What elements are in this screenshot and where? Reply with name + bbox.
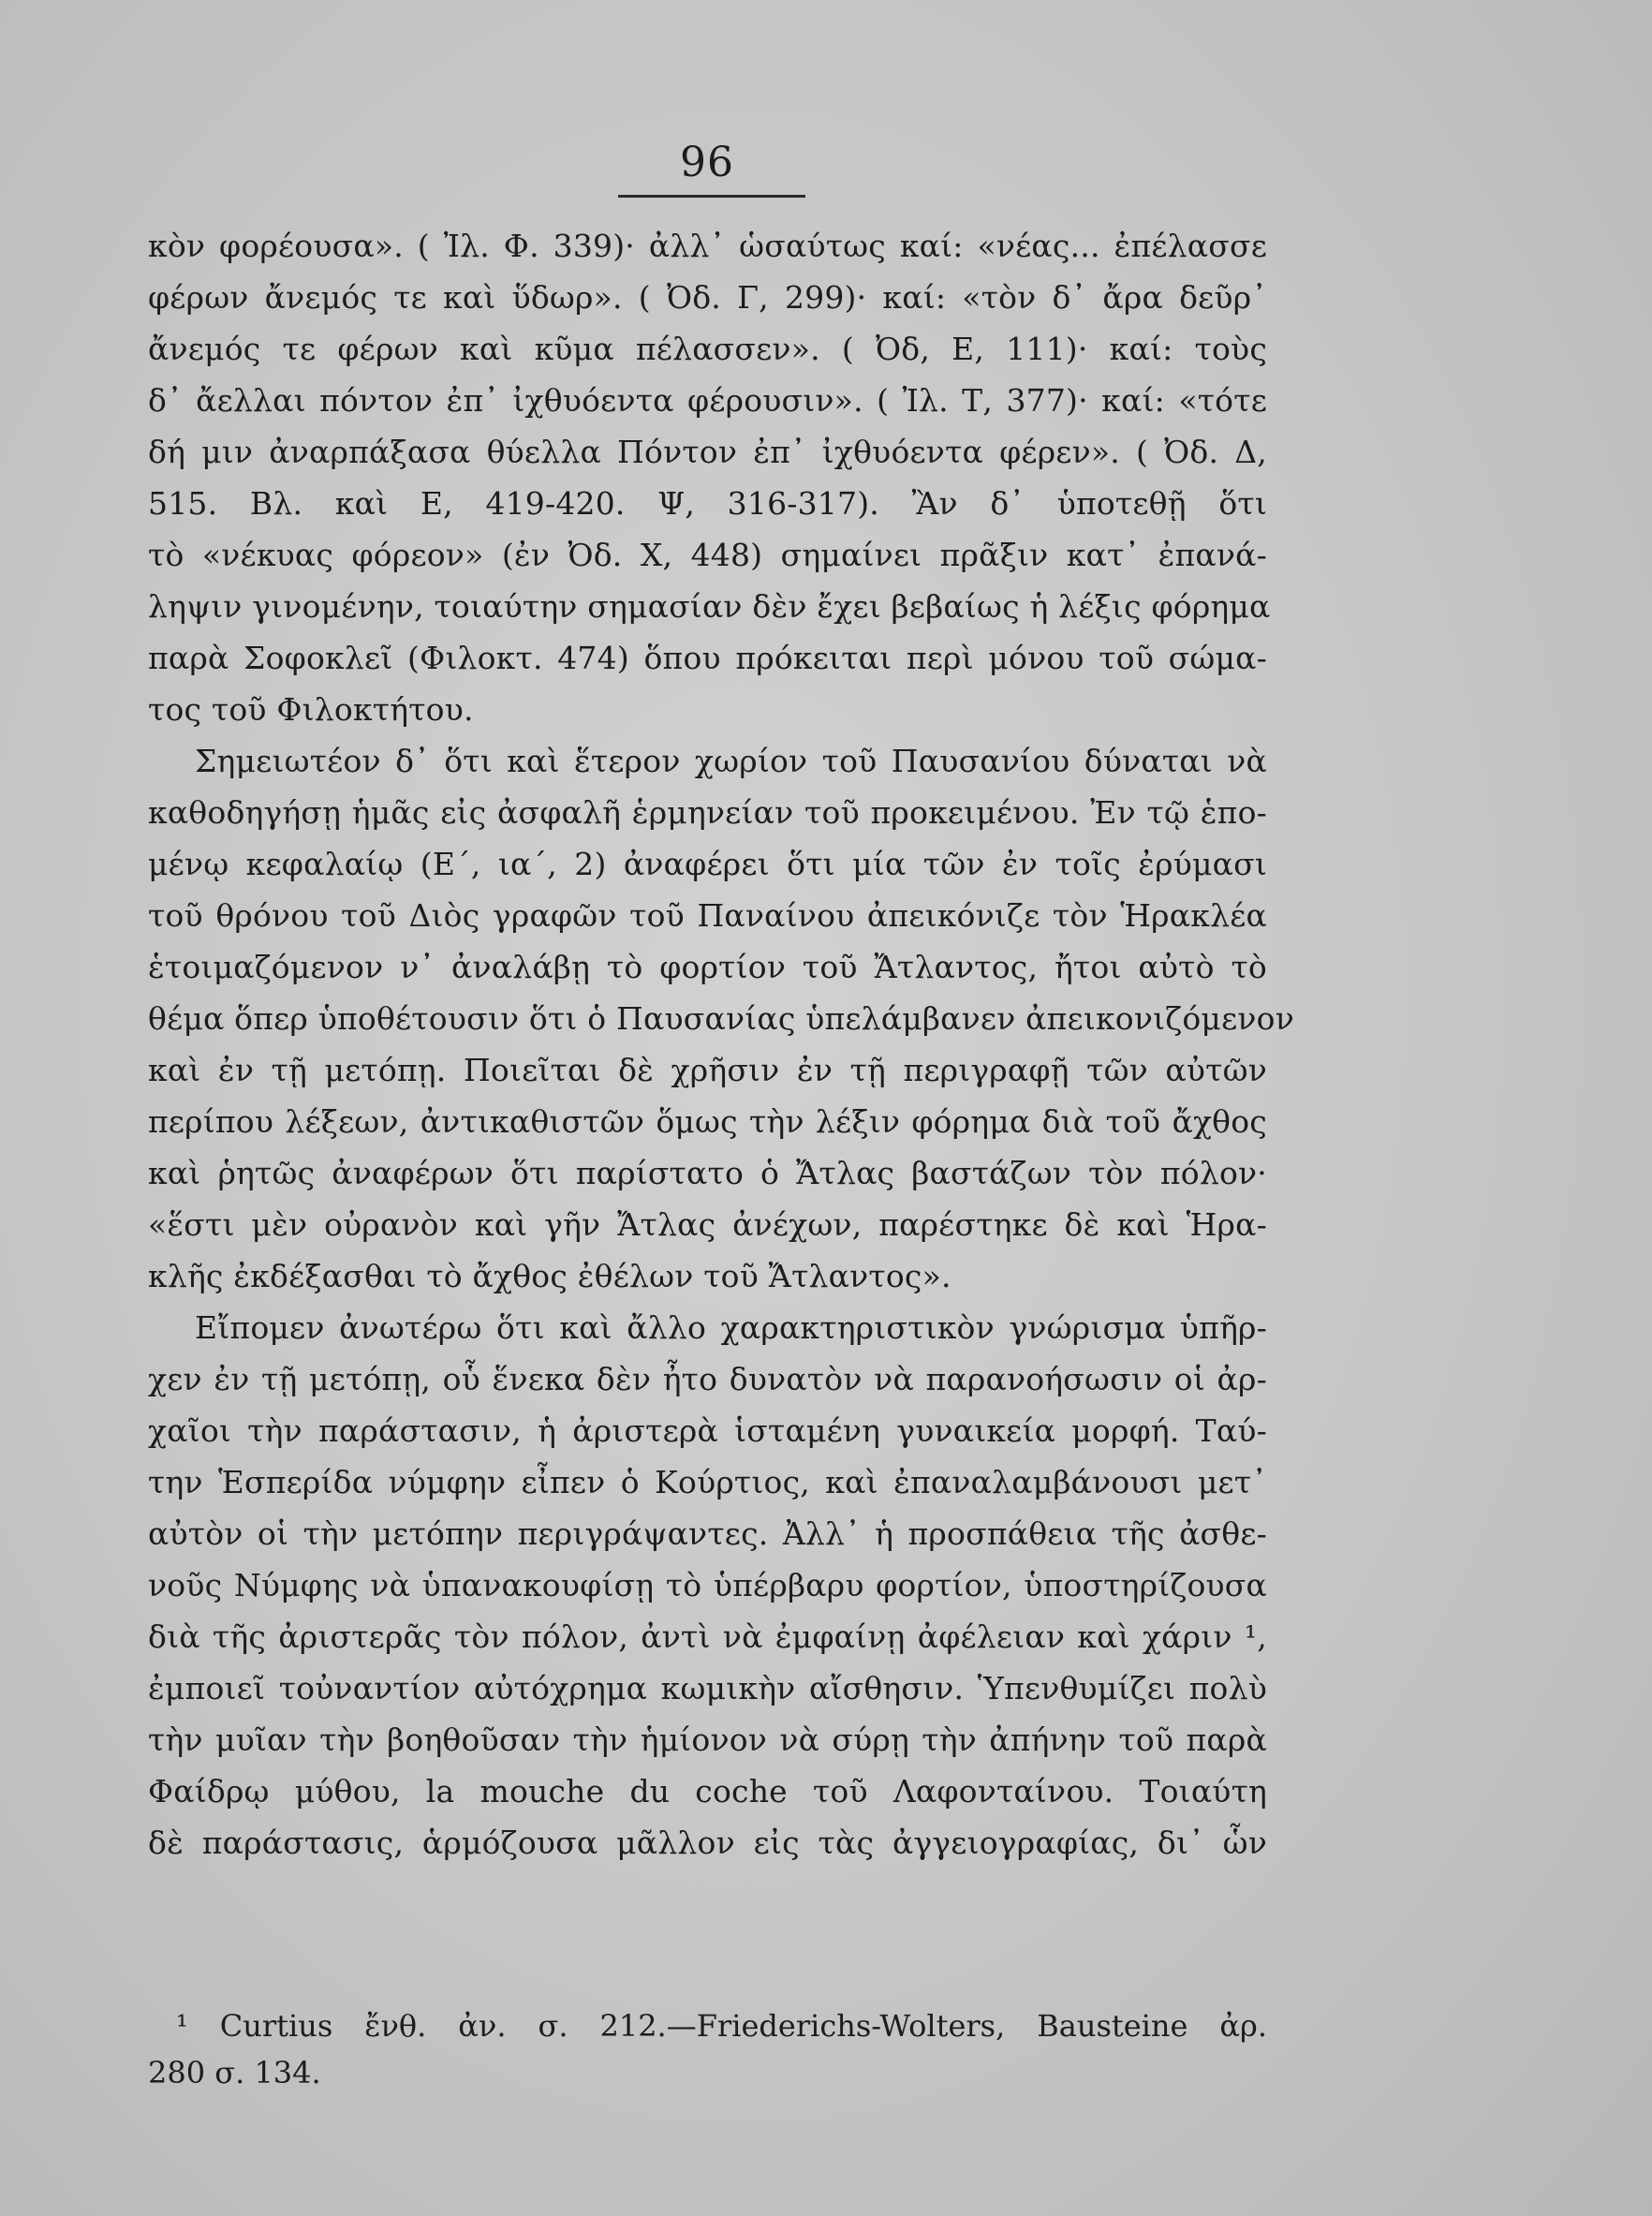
text-line-1: κὸν φορέουσα». ( Ἰλ. Φ. 339)· ἀλλ᾽ ὡσαύτως καί: «νέας... ἐπέλασσε [148,228,1267,264]
text-line-7: τὸ «νέκυας φόρεον» (ἐν Ὀδ. Χ, 448) σημαίνει πρᾶξιν κατ᾽ ἐπανά- [148,537,1267,573]
text-line-23: χεν ἐν τῇ μετόπῃ, οὗ ἕνεκα δὲν ἦτο δυνατὸν νὰ παρανοήσωσιν οἱ ἀρ- [148,1361,1267,1397]
text-line-13: μένῳ κεφαλαίῳ (Ε΄, ια΄, 2) ἀναφέρει ὅτι μία τῶν ἐν τοῖς ἐρύμασι [148,846,1267,882]
text-line-12: καθοδηγήσῃ ἡμᾶς εἰς ἀσφαλῆ ἑρμηνείαν τοῦ προκειμένου. Ἐν τῷ ἑπο- [148,794,1267,831]
text-line-21: κλῆς ἐκδέξασθαι τὸ ἄχθος ἐθέλων τοῦ Ἄτλαντος». [148,1258,951,1294]
text-line-18: περίπου λέξεων, ἀντικαθιστῶν ὅμως τὴν λέξιν φόρημα διὰ τοῦ ἄχθος [148,1103,1267,1140]
text-line-20: «ἕστι μὲν οὐρανὸν καὶ γῆν Ἄτλας ἀνέχων, παρέστηκε δὲ καὶ Ἡρα- [148,1206,1267,1243]
main-text [148,220,1294,1869]
text-line-19: καὶ ῥητῶς ἀναφέρων ὅτι παρίστατο ὁ Ἄτλας βαστάζων τὸν πόλον· [148,1155,1267,1191]
text-line-30: τὴν μυῖαν τὴν βοηθοῦσαν τὴν ἡμίονον νὰ σύρῃ τὴν ἀπήνην τοῦ παρὰ [148,1721,1267,1758]
text-line-25: την Ἑσπερίδα νύμφην εἶπεν ὁ Κούρτιος, καὶ ἐπαναλαμβάνουσι μετ᾽ [148,1464,1267,1500]
text-line-31: Φαίδρῳ μύθου, la mouche du coche τοῦ Λαφονταίνου. Τοιαύτη [148,1773,1267,1810]
text-line-28: διὰ τῆς ἀριστερᾶς τὸν πόλον, ἀντὶ νὰ ἐμφαίνῃ ἀφέλειαν καὶ χάριν ¹, [148,1618,1267,1655]
text-line-16: θέμα ὅπερ ὑποθέτουσιν ὅτι ὁ Παυσανίας ὑπελάμβανεν ἀπεικονιζόμενον [148,1000,1294,1037]
text-line-24: χαῖοι τὴν παράστασιν, ἡ ἀριστερὰ ἱσταμένη γυναικεία μορφή. Ταύ- [148,1412,1267,1449]
text-line-15: ἑτοιμαζόμενον ν᾽ ἀναλάβῃ τὸ φορτίον τοῦ Ἄτλαντος, ἤτοι αὐτὸ τὸ [148,949,1267,985]
text-line-27: νοῦς Νύμφης νὰ ὑπανακουφίσῃ τὸ ὑπέρβαρυ φορτίον, ὑποστηρίζουσα [148,1567,1267,1603]
page-number: 96 [680,139,734,186]
footnote-line-1: ¹ Curtius ἔνθ. ἀν. σ. 212.—Friederichs-Wolters, Bausteine ἀρ. [176,2008,1267,2044]
text-line-32: δὲ παράστασις, ἁρμόζουσα μᾶλλον εἰς τὰς ἀγγειογραφίας, δι᾽ ὧν [148,1825,1267,1861]
text-line-14: τοῦ θρόνου τοῦ Διὸς γραφῶν τοῦ Παναίνου ἀπεικόνιζε τὸν Ἡρακλέα [148,897,1267,934]
text-line-6: 515. Βλ. καὶ Ε, 419-420. Ψ, 316-317). Ἂν δ᾽ ὑποτεθῇ ὅτι [148,485,1267,522]
text-line-22: Εἴπομεν ἀνωτέρω ὅτι καὶ ἄλλο χαρακτηριστικὸν γνώρισμα ὑπῆρ- [195,1309,1267,1346]
text-line-8: ληψιν γινομένην, τοιαύτην σημασίαν δὲν ἔχει βεβαίως ἡ λέξις φόρημα [148,588,1271,625]
text-line-4: δ᾽ ἄελλαι πόντον ἐπ᾽ ἰχθυόεντα φέρουσιν». ( Ἰλ. Τ, 377)· καί: «τότε [148,382,1267,419]
text-line-9: παρὰ Σοφοκλεῖ (Φιλοκτ. 474) ὅπου πρόκειται περὶ μόνου τοῦ σώμα- [148,640,1267,676]
header-rule [618,195,805,198]
text-line-3: ἄνεμός τε φέρων καὶ κῦμα πέλασσεν». ( Ὀδ, Ε, 111)· καί: τοὺς [148,331,1267,367]
text-line-29: ἐμποιεῖ τοὐναντίον αὐτόχρημα κωμικὴν αἴσθησιν. Ὑπενθυμίζει πολὺ [148,1670,1267,1706]
footnote-line-2: 280 σ. 134. [148,2055,321,2090]
footnote [148,2002,1267,2096]
text-line-2: φέρων ἄνεμός τε καὶ ὕδωρ». ( Ὀδ. Γ, 299)· καί: «τὸν δ᾽ ἄρα δεῦρ᾽ [148,279,1267,316]
text-line-11: Σημειωτέον δ᾽ ὅτι καὶ ἕτερον χωρίον τοῦ Παυσανίου δύναται νὰ [195,743,1267,779]
text-line-10: τος τοῦ Φιλοκτήτου. [148,691,474,728]
text-line-26: αὐτὸν οἱ τὴν μετόπην περιγράψαντες. Ἀλλ᾽ ἡ προσπάθεια τῆς ἀσθε- [148,1515,1267,1552]
text-line-17: καὶ ἐν τῇ μετόπῃ. Ποιεῖται δὲ χρῆσιν ἐν τῇ περιγραφῇ τῶν αὐτῶν [148,1052,1267,1088]
text-line-5: δή μιν ἀναρπάξασα θύελλα Πόντον ἐπ᾽ ἰχθυόεντα φέρεν». ( Ὀδ. Δ, [148,434,1267,470]
